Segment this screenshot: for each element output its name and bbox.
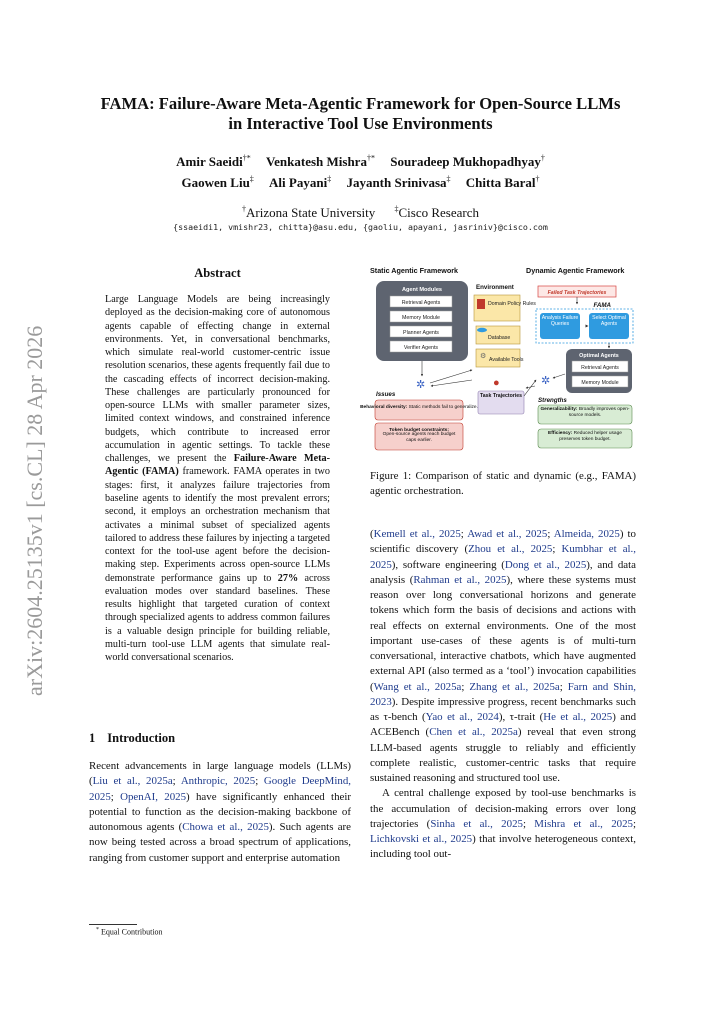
affiliation: ‡Cisco Research: [394, 205, 479, 221]
author-row-2: [60, 170, 661, 190]
citation-link[interactable]: Wang et al., 2025a: [373, 680, 462, 693]
citation-link[interactable]: Rahman et al., 2025: [413, 573, 507, 586]
citation-link[interactable]: Google DeepMind, 2025: [89, 775, 351, 803]
policy-icon: [477, 299, 485, 309]
citation-link[interactable]: Chen et al., 2025a: [429, 726, 518, 739]
citation-link[interactable]: Awad et al., 2025: [467, 528, 548, 540]
author: Souradeep Mukhopadhyay†: [390, 154, 545, 170]
figure-1-framework-diagram: [360, 262, 636, 456]
section-heading-introduction: 1 Introduction: [89, 731, 176, 745]
citation-link[interactable]: Mishra et al., 2025: [534, 817, 633, 830]
env-available-tools: Available Tools: [489, 357, 524, 363]
citation-link[interactable]: Yao et al., 2024: [425, 711, 499, 723]
issue-token-budget-text: Open-source agents reach budget caps earlier.: [382, 432, 456, 443]
author: Amir Saeidi†*: [176, 154, 251, 170]
citation-link[interactable]: He et al., 2025: [543, 711, 613, 723]
issues-label: Issues: [376, 391, 396, 398]
failed-trajectories-label: Failed Task Trajectories: [547, 290, 607, 296]
author: Chitta Baral†: [465, 174, 540, 190]
citation-link[interactable]: Zhou et al., 2025: [468, 543, 553, 556]
abstract-heading: Abstract: [194, 266, 241, 280]
module-retrieval: Retrieval Agents: [401, 300, 441, 306]
citation-link[interactable]: Kemell et al., 2025: [373, 528, 461, 540]
dynamic-agent-icon: ✲: [541, 375, 551, 387]
title-line-2: in Interactive Tool Use Environments: [228, 114, 493, 133]
svg-text:Behavioral diversity: Static m: Behavioral diversity: Static methods fail to generalize.: [360, 405, 478, 410]
author: Venkatesh Mishra†*: [265, 154, 375, 170]
author: Ali Payani‡: [269, 174, 332, 190]
static-agent-icon: ✲: [416, 379, 426, 391]
arxiv-identifier-stamp: [14, 296, 54, 696]
citation-link[interactable]: Almeida, 2025: [553, 528, 620, 540]
author-list: [60, 150, 661, 191]
footnote-rule: [89, 924, 137, 925]
citation-link[interactable]: Anthropic, 2025: [180, 775, 256, 788]
module-planner: Planner Agents: [403, 330, 439, 336]
task-trajectories-label: Task Trajectories: [479, 393, 522, 399]
arxiv-stamp-text: arXiv:2604.25135v1 [cs.CL] 28 Apr 2026: [22, 325, 47, 696]
optimal-memory: Memory Module: [581, 380, 619, 386]
fama-label: FAMA: [593, 302, 611, 309]
optimal-agents-title: Optimal Agents: [579, 353, 619, 359]
agent-modules-title: Agent Modules: [401, 287, 443, 293]
svg-text:Token budget constraints:: Token budget constraints:: [389, 428, 449, 433]
env-database: Database: [488, 335, 511, 341]
tools-icon: ⚙: [480, 353, 487, 360]
optimal-retrieval: Retrieval Agents: [581, 365, 619, 371]
user-icon: ●: [493, 377, 500, 389]
strengths-label: Strengths: [538, 397, 567, 404]
citation-link[interactable]: Farn and Shin, 2023: [370, 680, 636, 708]
introduction-paragraph-1: Recent advancements in large language models (LLMs) (Liu et al., 2025a; Anthropic, 2025; Google DeepMind, 2025; OpenAI, 2025) have significantly enhanced their potential to function as the decision-making backbone of autonomous agents (Chowa et al., 2025). Such agents are now being tested across a broad spectrum of applications, ranging from customer support and enterprise automation: [89, 760, 352, 864]
author-emails: {ssaeidi1, vmishr23, chitta}@asu.edu, {gaoliu, apayani, jasriniv}@cisco.com: [173, 222, 548, 232]
strength-generalizability-text: Generalizability: Broadly improves open-source models.: [540, 407, 630, 418]
citation-link[interactable]: Liu et al., 2025a: [92, 775, 173, 788]
author: Jayanth Srinivasa‡: [346, 174, 451, 190]
analysis-failure-queries-label: Analysis Failure Queries: [541, 315, 579, 328]
strength-efficiency-text: Efficiency: Reduced helper usage preserves token budget.: [548, 431, 622, 442]
select-optimal-agents-label: Select Optimal Agents: [592, 315, 626, 328]
issue-behavioral-diversity: [375, 400, 463, 420]
citation-link[interactable]: Dong et al., 2025: [504, 558, 587, 571]
paper-title: [60, 94, 661, 134]
abstract-body: Large Language Models are being increasingly deployed as the decision-making core of autonomous agents capable of effecting change in external environments. Yet, in conversational benchmarks, which simulate real-world customer-centric issue resolution scenarios, these agents frequently fail due to the cascading effects of incorrect decision-making. These challenges are particularly pronounced for open-source LLMs with smaller parameter sizes, limited context windows, and constrained inference budgets, which contribute to increased error accumulation in agentic settings. To tackle these challenges, we present the Failure-Aware Meta-Agentic (FAMA) framework. FAMA operates in two stages: first, it analyzes failure trajectories from baseline agents to identify the most prevalent errors; second, it employs an orchestration mechanism that activates a minimal subset of specialized agents tailored to address these failures by injecting a targeted context for the tool-use agent before the decision-making step. Experiments across open-source LLMs demonstrate performance gains up to 27% across evaluation modes over standard baselines. These results highlight that targeted curation of context through specialized agents to address common failures is a valuable design principle for building reliable, multi-turn tool-use LLM agents that simulate real-world conversational scenarios.: [105, 294, 330, 664]
author: Gaowen Liu‡: [181, 174, 254, 190]
module-verifier: Verifier Agents: [403, 345, 439, 351]
affiliations: [60, 202, 661, 221]
module-memory: Memory Module: [402, 315, 440, 321]
footnote-equal-contribution: * Equal Contribution: [96, 927, 163, 937]
environment-label: Environment: [476, 284, 514, 291]
citation-link[interactable]: Zhang et al., 2025a: [469, 680, 560, 693]
citation-link[interactable]: Kumbhar et al., 2025: [370, 543, 637, 571]
author-row-1: [60, 150, 661, 170]
database-icon: [477, 328, 487, 332]
citation-link[interactable]: Sinha et al., 2025: [430, 817, 523, 830]
citation-link[interactable]: Lichkovski et al., 2025: [370, 833, 473, 845]
env-domain-policy-rules: Domain Policy Rules: [488, 301, 536, 307]
citation-link[interactable]: Chowa et al., 2025: [182, 821, 269, 833]
introduction-right-column: (Kemell et al., 2025; Awad et al., 2025; Almeida, 2025) to scientific discovery (Zhou et al., 2025; Kumbhar et al., 2025), software engineering (Dong et al., 2025), and data analysis (Rahman et al., 2025), where these systems must reason over long conversational horizons and generate tokens which form the basis of decisions and actions with real effects on external environments. One of the most important use-cases of these agents is of multi-turn conversational, interactive chatbots, which have augmented external API (also termed as a ‘tool’) invocation capabilities (Wang et al., 2025a; Zhang et al., 2025a; Farn and Shin, 2023). Despite impressive progress, recent benchmarks such as τ-bench (Yao et al., 2024), τ-trait (He et al., 2025) and ACEBench (Chen et al., 2025a) reveal that even strong LLM-based agents struggle to reliably and efficiently complete realistic, customer-centric tasks that require sustained reasoning and structured tool use. A central challenge exposed by tool-use benchmarks is the accumulation of decision-making errors over long trajectories (Sinha et al., 2025; Mishra et al., 2025; Lichkovski et al., 2025) that involve heterogeneous context, including tool out-: [370, 528, 637, 861]
dynamic-framework-label: Dynamic Agentic Framework: [526, 266, 625, 275]
title-line-1: FAMA: Failure-Aware Meta-Agentic Framework for Open-Source LLMs: [100, 94, 621, 113]
citation-link[interactable]: OpenAI, 2025: [120, 790, 187, 803]
static-framework-label: Static Agentic Framework: [370, 266, 459, 275]
figure-1-caption: Figure 1: Comparison of static and dynamic (e.g., FAMA) agentic orchestration.: [370, 470, 636, 497]
affiliation: †Arizona State University: [241, 205, 376, 221]
